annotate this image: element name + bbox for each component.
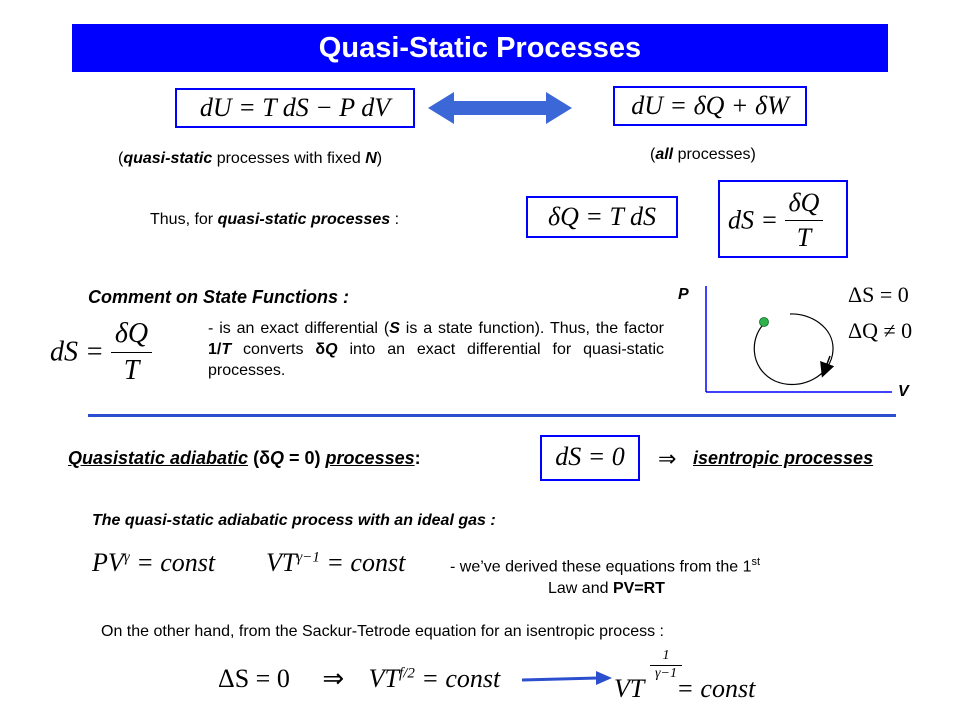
vt-rhs: = const [326,548,406,577]
pv-gamma-exponent: γ [123,549,130,566]
p-axis-label: P [678,286,689,303]
final-vt: VT [614,674,644,703]
derived-text: - we’ve derived these equations from the 1 [450,558,752,576]
thus-emph: quasi-static processes [217,211,391,228]
comment-text: - is an exact differential (S is a state function). Thus, the factor 1/T converts δQ into an exact differential for quasi-static processes. [208,320,664,379]
comment-heading: Comment on State Functions : [88,287,349,307]
delta-s-note: ΔS = 0 [848,282,909,307]
adiabatic-heading: Quasistatic adiabatic (δQ = 0) processes: [68,448,421,468]
pv-gamma-rhs: = const [136,548,216,577]
heat-equation: δQ = T dS [548,202,656,231]
ds-zero-equation: dS = 0 [555,442,625,471]
right-arrow-icon [522,668,612,688]
st-vt: VT [368,664,399,693]
derived-sup: st [751,556,761,568]
pv-gamma-equation [92,548,215,578]
derived-note-line2: Law and PV=RT [548,580,665,597]
derived-note [450,556,760,576]
ds-zero-box [540,435,640,481]
thus-prefix: Thus, for [150,211,214,228]
entropy-denominator: T [785,220,824,253]
entropy-lhs: dS = [728,205,779,235]
final-equation [614,674,755,704]
fundamental-equation-box [175,88,415,128]
st-exponent: f/2 [398,665,415,682]
double-arrow-icon [428,90,572,126]
all-processes-label: (all processes) [650,146,756,163]
st-implies: ⇒ [322,664,345,693]
delta-q-note: ΔQ ≠ 0 [848,318,913,343]
exact-ds-denominator: T [111,352,152,387]
thus-suffix: : [394,211,400,228]
isentropic-label: isentropic processes [693,448,874,468]
vt-base: VT [266,548,297,577]
sackur-equation [218,664,500,694]
ideal-gas-heading: The quasi-static adiabatic process with an ideal gas : [92,512,496,529]
final-exp-num: 1 [650,648,682,666]
vt-equation [266,548,405,578]
entropy-equation-box [718,180,848,258]
entropy-equation [728,188,823,253]
pv-diagram [670,280,940,410]
entropy-numerator: δQ [788,188,820,217]
final-rhs: = const [676,674,756,703]
quasistatic-label: (quasi-static processes with fixed N) [118,150,383,167]
sackur-text: On the other hand, from the Sackur-Tetrode equation for an isentropic process : [101,623,664,640]
final-exponent [650,648,682,682]
final-exp-den: γ−1 [655,666,677,681]
fundamental-equation: dU = T dS − P dV [199,93,391,122]
pv-gamma-base: PV [92,548,124,577]
section-divider [88,414,896,417]
state-point [760,318,769,327]
first-law-equation: dU = δQ + δW [631,91,789,120]
st-rhs: = const [421,664,501,693]
page-title: Quasi-Static Processes [72,24,888,72]
st-lhs: ΔS = 0 [218,664,290,693]
exact-ds-lhs: dS = [50,336,104,368]
exact-ds-numerator: δQ [114,318,149,349]
heat-equation-box [526,196,678,238]
v-axis-label: V [898,383,909,400]
first-law-equation-box [613,86,807,126]
exact-differential-equation [50,318,152,387]
thus-text [150,211,399,229]
vt-exponent: γ−1 [296,549,320,566]
implies-symbol: ⇒ [658,446,677,471]
